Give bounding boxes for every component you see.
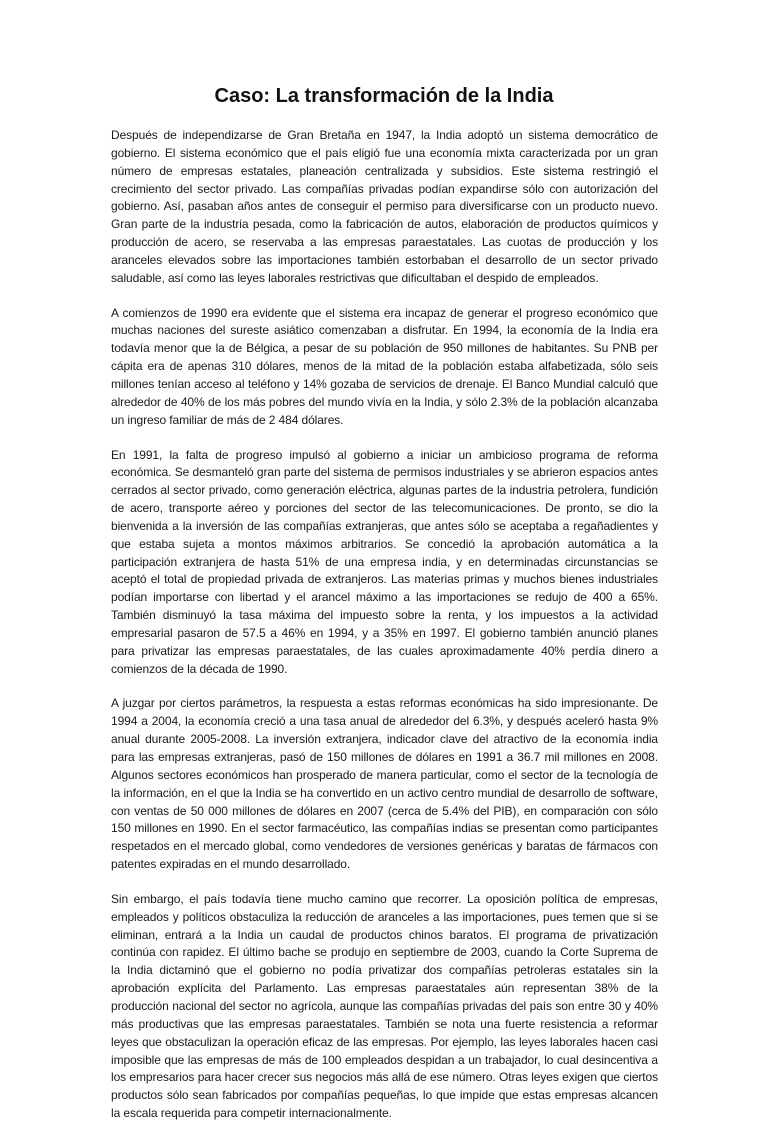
paragraph-challenges: Sin embargo, el país todavía tiene mucho camino que recorrer. La oposición política de empresas, empleados y políticos obstaculiza la reducción de aranceles a las importaciones, pues temen que si se eliminan, entrará a la India un caudal de productos chinos baratos. El programa de privatización continúa con rapidez. El último bache se produjo en septiembre de 2003, cuando la Corte Suprema de la India dictaminó que el gobierno no podía privatizar dos compañías petroleras estatales sin la aprobación explícita del Parlamento. Las empresas paraestatales aún representan 38% de la producción nacional del sector no agrícola, aunque las compañías privadas del país son entre 30 y 40% más productivas que las empresas paraestatales. También se nota una fuerte resistencia a reformar leyes que obstaculizan la operación eficaz de las empresas. Por ejemplo, las leyes laborales hacen casi imposible que las empresas de más de 100 empleados despidan a un trabajador, lo cual desincentiva a los empresarios para hacer crecer sus negocios más allá de ese número. Otras leyes exigen que ciertos productos sólo sean fabricados por compañías pequeñas, lo que impide que estas empresas alcancen la escala requerida para competir internacionalmente.: [111, 891, 658, 1121]
paragraph-1991-reforms: En 1991, la falta de progreso impulsó al gobierno a iniciar un ambicioso programa de reforma económica. Se desmanteló gran parte del sistema de permisos industriales y se abrieron espacios antes cerrados al sector privado, como generación eléctrica, algunas partes de la industria petrolera, fundición de acero, transporte aéreo y porciones del sector de las telecomunicaciones. De pronto, se dio la bienvenida a la inversión de las compañías extranjeras, que antes sólo se aceptaba a regañadientes y que estaba sujeta a montos máximos arbitrarios. Se concedió la aprobación automática a la participación extranjera de hasta 51% de una empresa india, y en determinadas circunstancias se aceptó el total de propiedad privada de extranjeros. Las materias primas y muchos bienes industriales podían importarse con libertad y el arancel máximo a las importaciones se redujo de 400 a 65%. También disminuyó la tasa máxima del impuesto sobre la renta, y los impuestos a la actividad empresarial pasaron de 57.5 a 46% en 1994, y a 35% en 1997. El gobierno también anunció planes para privatizar las empresas paraestatales, de las cuales aproximadamente 40% perdía dinero a comienzos de la década de 1990.: [111, 447, 658, 676]
document-title: Caso: La transformación de la India: [214, 85, 554, 107]
document-body: [111, 127, 658, 1123]
paragraph-early-1990s: A comienzos de 1990 era evidente que el sistema era incapaz de generar el progreso económico que muchas naciones del sureste asiático comenzaban a disfrutar. En 1994, la economía de la India era todavía menor que la de Bélgica, a pesar de su población de 950 millones de habitantes. Su PNB per cápita era de apenas 310 dólares, menos de la mitad de la población estaba alfabetizada, sólo seis millones tenían acceso al teléfono y 14% gozaba de servicios de drenaje. El Banco Mundial calculó que alrededor de 40% de los más pobres del mundo vivía en la India, y sólo 2.3% de la población alcanzaba un ingreso familiar de más de 2 484 dólares.: [111, 305, 658, 427]
paragraph-independence: Después de independizarse de Gran Bretaña en 1947, la India adoptó un sistema democrático de gobierno. El sistema económico que el país eligió fue una economía mixta caracterizada por un gran número de empresas estatales, planeación centralizada y subsidios. Este sistema restringió el crecimiento del sector privado. Las compañías privadas podían expandirse sólo con autorización del gobierno. Así, pasaban años antes de conseguir el permiso para diversificarse con un producto nuevo. Gran parte de la industria pesada, como la fabricación de autos, elaboración de productos químicos y producción de acero, se reservaba a las empresas paraestatales. Las cuotas de producción y los aranceles elevados sobre las importaciones también estorbaban el desarrollo de un sector privado saludable, así como las leyes laborales restrictivas que dificultaban el despido de empleados.: [111, 128, 658, 285]
paragraph-results: A juzgar por ciertos parámetros, la respuesta a estas reformas económicas ha sido impresionante. De 1994 a 2004, la economía creció a una tasa anual de alrededor del 6.3%, y después aceleró hasta 9% anual durante 2005-2008. La inversión extranjera, indicador clave del atractivo de la economía india para las empresas extranjeras, pasó de 150 millones de dólares en 1991 a 36.7 mil millones en 2008. Algunos sectores económicos han prosperado de manera particular, como el sector de la tecnología de la información, en el que la India se ha convertido en un activo centro mundial de desarrollo de software, con ventas de 50 000 millones de dólares en 2007 (cerca de 5.4% del PIB), en comparación con sólo 150 millones en 1990. En el sector farmacéutico, las compañías indias se presentan como participantes respetados en el mercado global, como vendedores de versiones genéricas y baratas de fármacos con patentes expiradas en el mundo desarrollado.: [111, 696, 658, 872]
